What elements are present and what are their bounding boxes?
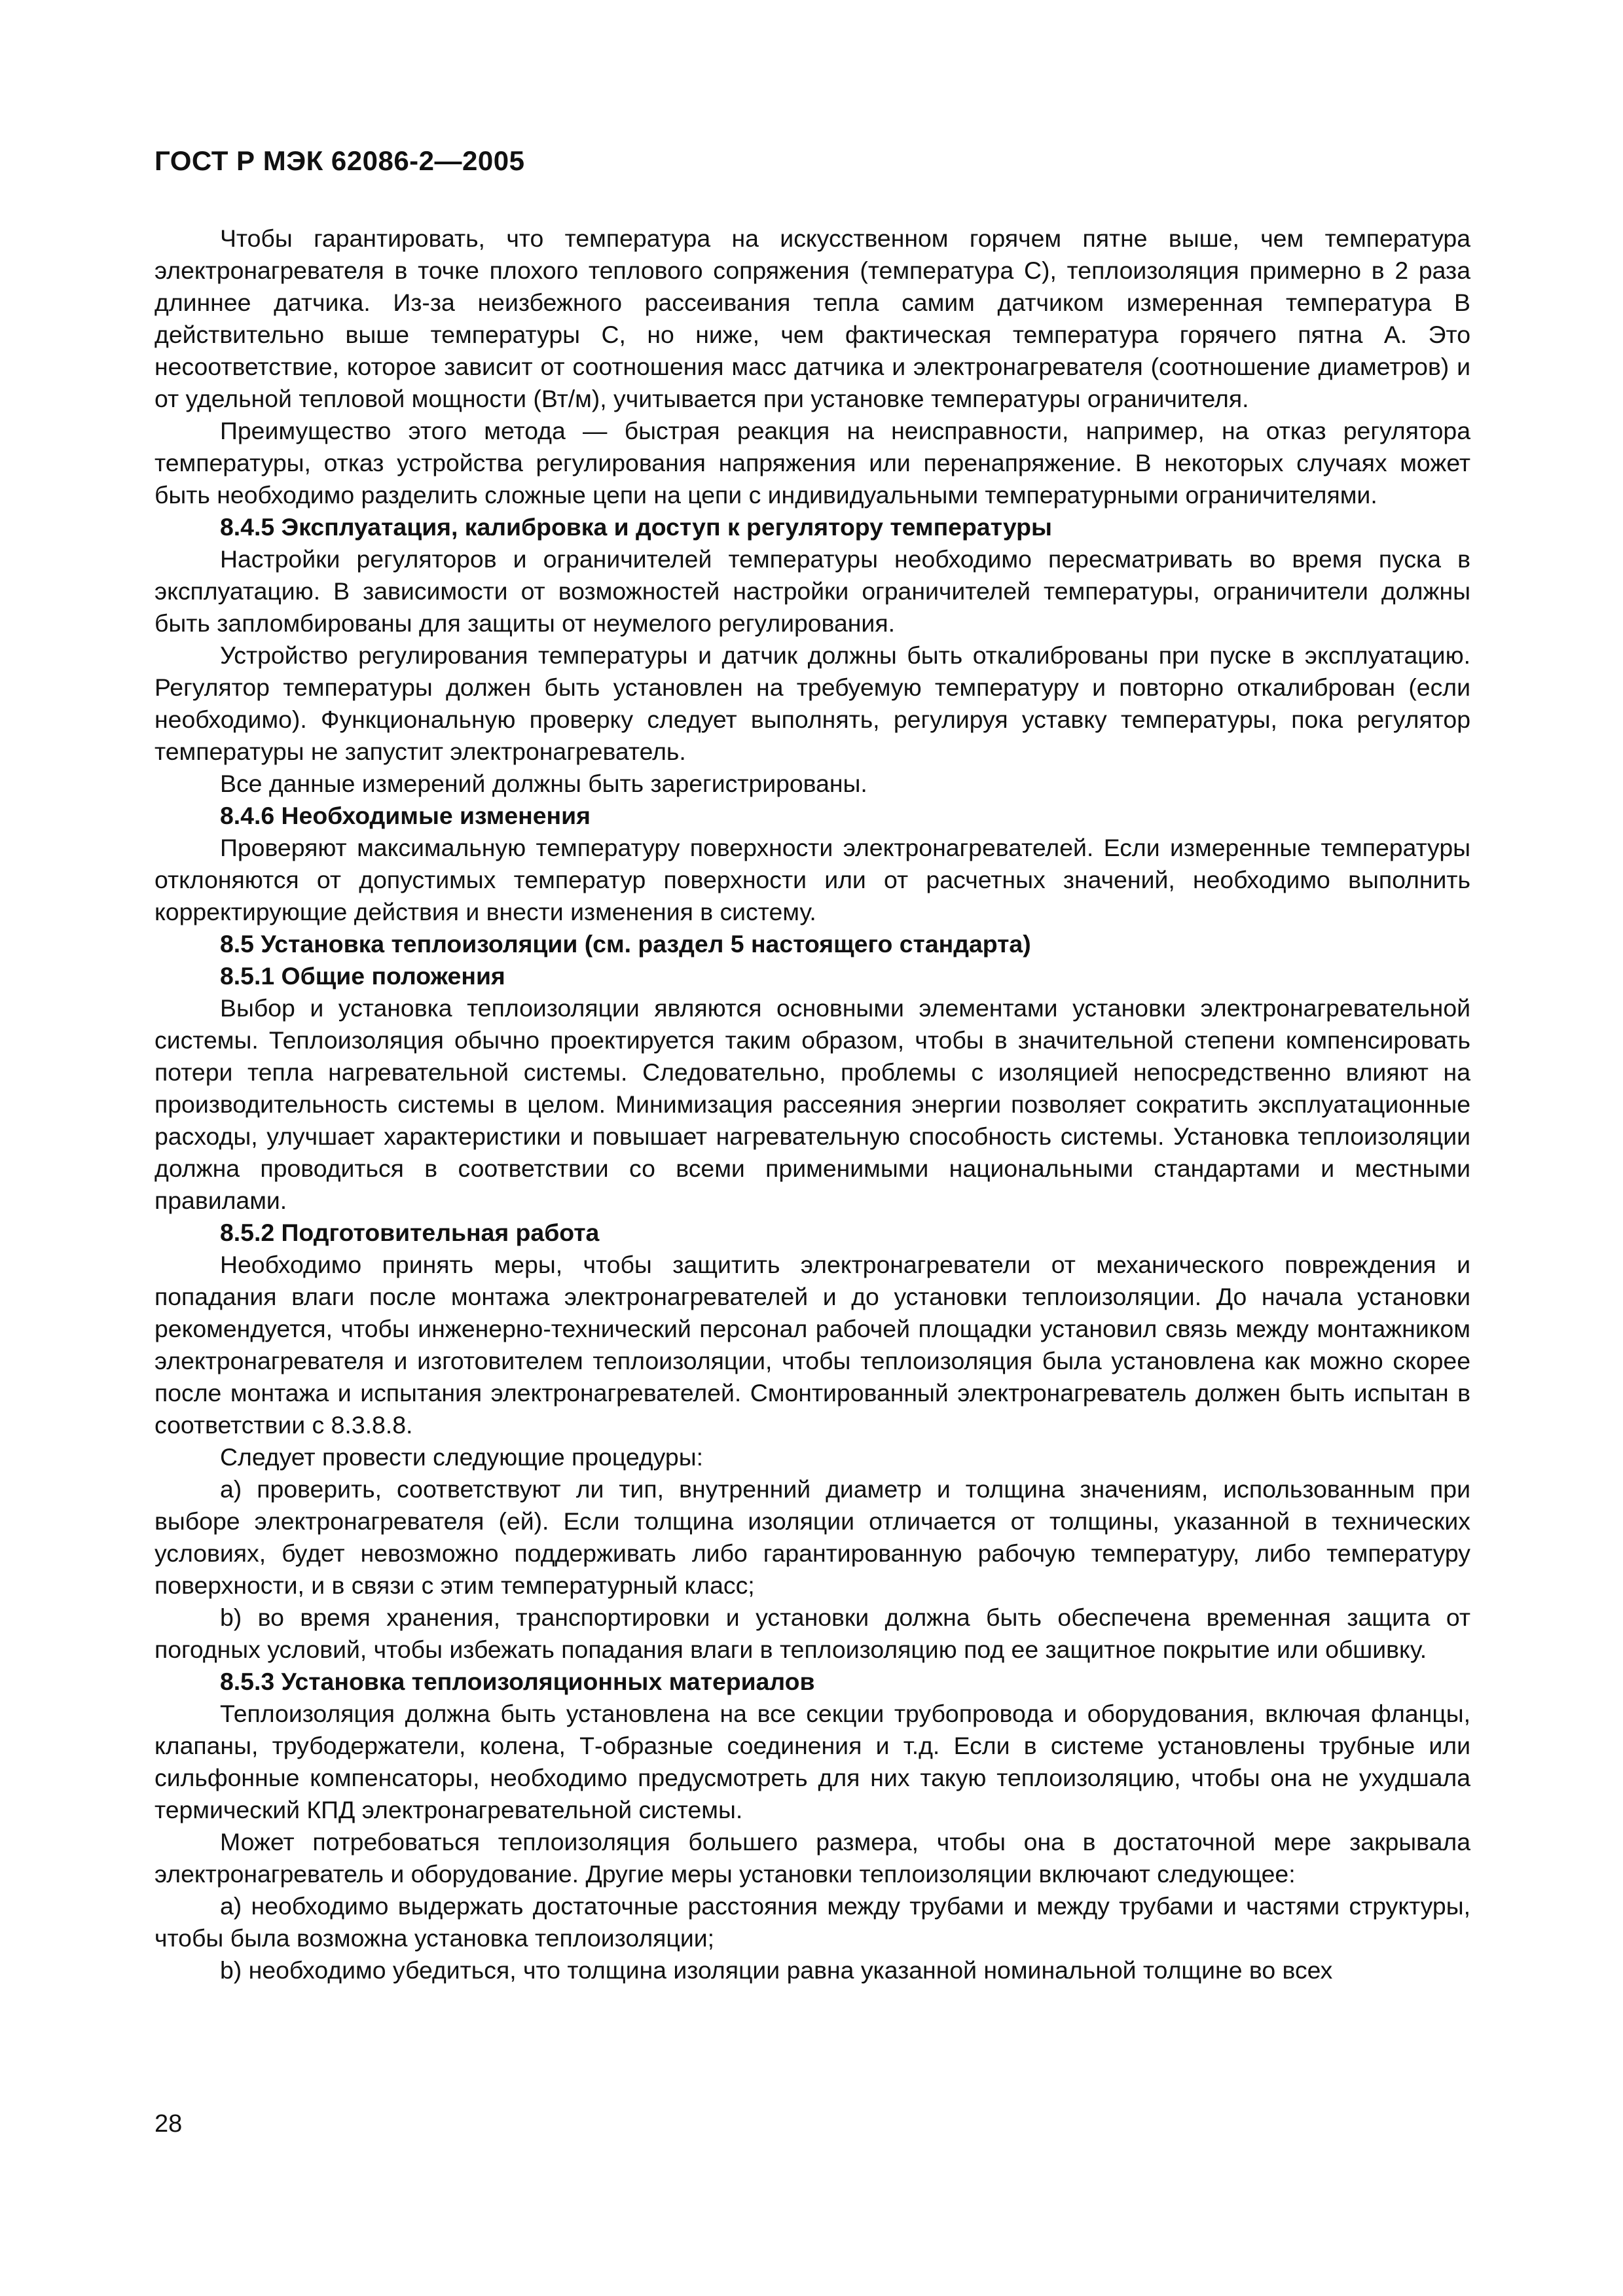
body-paragraph: b) во время хранения, транспортировки и установки должна быть обеспечена временная защита от погодных условий, чтобы избежать попадания влаги в теплоизоляцию под ее защитное покрытие или обшивку.	[155, 1604, 1470, 1663]
body-paragraph: Может потребоваться теплоизоляция большего размера, чтобы она в достаточной мере закрывала электронагреватель и оборудование. Другие меры установки теплоизоляции включают следующее:	[155, 1828, 1470, 1888]
section-heading: 8.5.1 Общие положения	[220, 962, 505, 990]
section-heading: 8.5 Установка теплоизоляции (см. раздел 5 настоящего стандарта)	[220, 930, 1031, 958]
document-header-code: ГОСТ Р МЭК 62086-2—2005	[155, 145, 525, 176]
body-paragraph: Проверяют максимальную температуру поверхности электронагревателей. Если измеренные температуры отклоняются от допустимых температур поверхности или от расчетных значений, необходимо выполнить корректирующие действия и внести изменения в систему.	[155, 834, 1470, 925]
body-paragraph: a) проверить, соответствуют ли тип, внутренний диаметр и толщина значениям, использованным при выборе электронагревателя (ей). Если толщина изоляции отличается от толщины, указанной в технических условиях, будет невозможно поддерживать либо гарантированную рабочую температуру, либо температуру поверхности, и в связи с этим температурный класс;	[155, 1475, 1470, 1599]
page-number: 28	[155, 2110, 183, 2138]
body-paragraph: Устройство регулирования температуры и датчик должны быть откалиброваны при пуске в эксплуатацию. Регулятор температуры должен быть установлен на требуемую температуру и повторно откалиброван (если необходимо). Функциональную проверку следует выполнять, регулируя уставку температуры, пока регулятор температуры не запустит электронагреватель.	[155, 641, 1470, 765]
body-paragraph: a) необходимо выдержать достаточные расстояния между трубами и между трубами и частями структуры, чтобы была возможна установка теплоизоляции;	[155, 1892, 1470, 1952]
body-paragraph: b) необходимо убедиться, что толщина изоляции равна указанной номинальной толщине во всех	[220, 1956, 1333, 1984]
body-paragraph: Следует провести следующие процедуры:	[220, 1443, 703, 1471]
body-paragraph: Настройки регуляторов и ограничителей температуры необходимо пересматривать во время пуска в эксплуатацию. В зависимости от возможностей настройки ограничителей температуры, ограничители должны быть запломбированы для защиты от неумелого регулирования.	[155, 545, 1470, 637]
body-paragraph: Необходимо принять меры, чтобы защитить электронагреватели от механического повреждения и попадания влаги после монтажа электронагревателей и до установки теплоизоляции. До начала установки рекомендуется, чтобы инженерно-технический персонал рабочей площадки установил связь между монтажником электронагревателя и изготовителем теплоизоляции, чтобы теплоизоляция была установлена как можно скорее после монтажа и испытания электронагревателей. Смонтированный электронагреватель должен быть испытан в соответствии с 8.3.8.8.	[155, 1251, 1470, 1439]
body-paragraph: Чтобы гарантировать, что температура на искусственном горячем пятне выше, чем температура электронагревателя в точке плохого теплового сопряжения (температура С), теплоизоляция примерно в 2 раза длиннее датчика. Из-за неизбежного рассеивания тепла самим датчиком измеренная температура В действительно выше температуры С, но ниже, чем фактическая температура горячего пятна А. Это несоответствие, которое зависит от соотношения масс датчика и электронагревателя (соотношение диаметров) и от удельной тепловой мощности (Вт/м), учитывается при установке температуры ограничителя.	[155, 224, 1470, 412]
body-paragraph: Теплоизоляция должна быть установлена на все секции трубопровода и оборудования, включая фланцы, клапаны, трубодержатели, колена, Т-образные соединения и т.д. Если в системе установлены трубные или сильфонные компенсаторы, необходимо предусмотреть для них такую теплоизоляцию, чтобы она не ухудшала термический КПД электронагревательной системы.	[155, 1700, 1470, 1823]
section-heading: 8.4.6 Необходимые изменения	[220, 802, 591, 829]
body-paragraph: Преимущество этого метода — быстрая реакция на неисправности, например, на отказ регулятора температуры, отказ устройства регулирования напряжения или перенапряжение. В некоторых случаях может быть необходимо разделить сложные цепи на цепи с индивидуальными температурными ограничителями.	[155, 417, 1470, 509]
body-paragraph: Все данные измерений должны быть зарегистрированы.	[220, 770, 867, 797]
section-heading: 8.5.3 Установка теплоизоляционных материалов	[220, 1668, 815, 1695]
section-heading: 8.4.5 Эксплуатация, калибровка и доступ к регулятору температуры	[220, 513, 1052, 541]
section-heading: 8.5.2 Подготовительная работа	[220, 1219, 600, 1246]
document-body	[155, 223, 1470, 1986]
body-paragraph: Выбор и установка теплоизоляции являются основными элементами установки электронагревательной системы. Теплоизоляция обычно проектируется таким образом, чтобы в значительной степени компенсировать потери тепла нагревательной системы. Следовательно, проблемы с изоляцией непосредственно влияют на производительность системы в целом. Минимизация рассеяния энергии позволяет сократить эксплуатационные расходы, улучшает характеристики и повышает нагревательную способность системы. Установка теплоизоляции должна проводиться в соответствии со всеми применимыми национальными стандартами и местными правилами.	[155, 994, 1470, 1214]
